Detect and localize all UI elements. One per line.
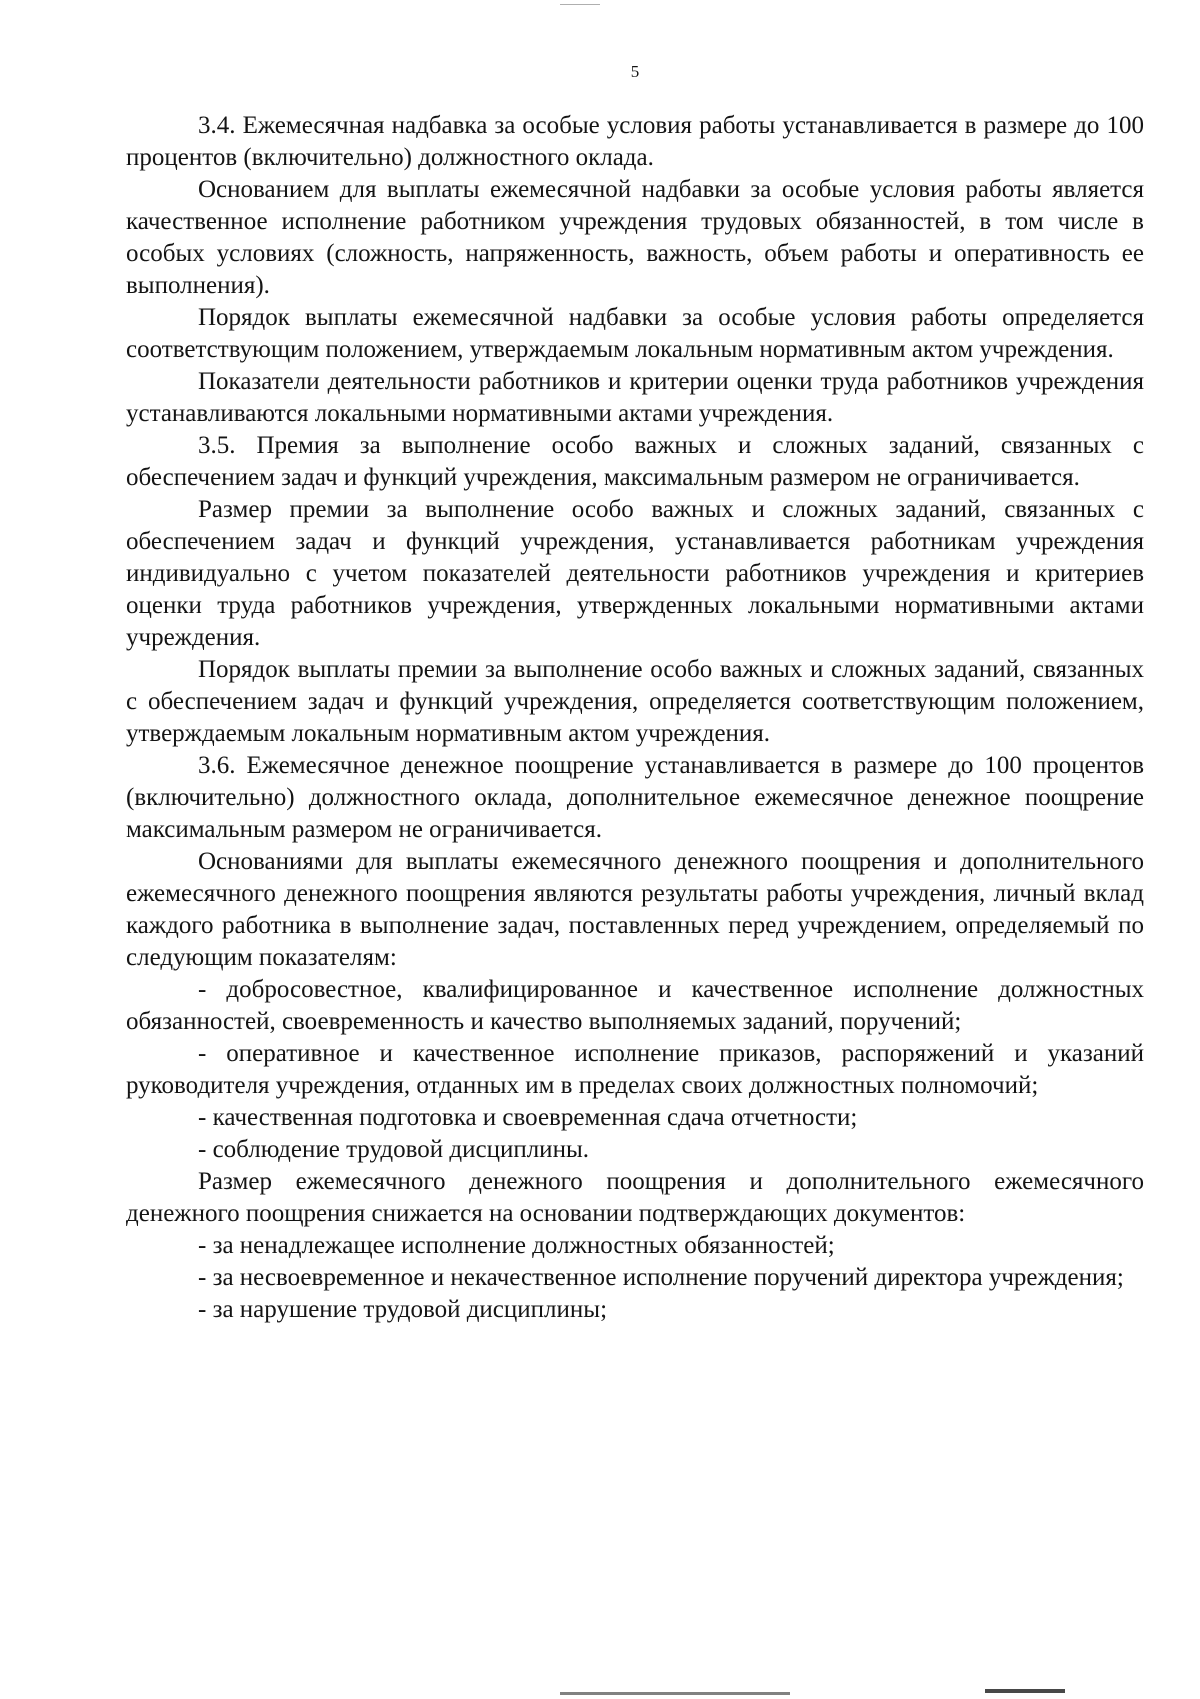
paragraph-3-5-header: 3.5. Премия за выполнение особо важных и сложных заданий, связанных с обеспечением задач и функций учреждения, максимальным размером не ограничивается. <box>126 432 1144 491</box>
list-item-untimely-execution: - за несвоевременное и некачественное исполнение поручений директора учреждения; <box>198 1264 1124 1291</box>
page-number: 5 <box>630 62 640 81</box>
list-item-labor-discipline: - соблюдение трудовой дисциплины. <box>198 1136 589 1163</box>
scan-artifact-top <box>560 4 600 5</box>
list-item-prompt-execution: - оперативное и качественное исполнение приказов, распоряжений и указаний руководителя учреждения, отданных им в пределах своих должностных полномочий; <box>126 1040 1144 1099</box>
document-body <box>126 110 1144 1326</box>
paragraph-bonus-procedure: Порядок выплаты премии за выполнение особо важных и сложных заданий, связанных с обеспечением задач и функций учреждения, определяется соответствующим положением, утверждаемым локальным нормативным актом учреждения. <box>126 656 1144 747</box>
list-item-reporting: - качественная подготовка и своевременная сдача отчетности; <box>198 1104 858 1131</box>
list-item-discipline-violation: - за нарушение трудовой дисциплины; <box>198 1296 608 1323</box>
paragraph-incentive-basis: Основаниями для выплаты ежемесячного денежного поощрения и дополнительного ежемесячного денежного поощрения являются результаты работы учреждения, личный вклад каждого работника в выполнение задач, поставленных перед учреждением, определяемый по следующим показателям: <box>126 848 1144 971</box>
scan-artifact-bottom-right <box>985 1689 1065 1693</box>
paragraph-incentive-reduction: Размер ежемесячного денежного поощрения и дополнительного ежемесячного денежного поощрения снижается на основании подтверждающих документов: <box>126 1168 1144 1227</box>
paragraph-bonus-size: Размер премии за выполнение особо важных и сложных заданий, связанных с обеспечением задач и функций учреждения, устанавливается работникам учреждения индивидуально с учетом показателей деятельности работников учреждения и критериев оценки труда работников учреждения, утвержденных локальными нормативными актами учреждения. <box>126 496 1144 651</box>
paragraph-procedure-special-conditions: Порядок выплаты ежемесячной надбавки за особые условия работы определяется соответствующим положением, утверждаемым локальным нормативным актом учреждения. <box>126 304 1144 363</box>
scan-artifact-bottom-left <box>560 1692 790 1695</box>
paragraph-basis-special-conditions: Основанием для выплаты ежемесячной надбавки за особые условия работы является качественное исполнение работником учреждения трудовых обязанностей, в том числе в особых условиях (сложность, напряженность, важность, объем работы и оперативность ее выполнения). <box>126 176 1144 299</box>
paragraph-3-6-header: 3.6. Ежемесячное денежное поощрение устанавливается в размере до 100 процентов (включительно) должностного оклада, дополнительное ежемесячное денежное поощрение максимальным размером не ограничивается. <box>126 752 1144 843</box>
list-item-improper-performance: - за ненадлежащее исполнение должностных обязанностей; <box>198 1232 835 1259</box>
list-item-conscientious-performance: - добросовестное, квалифицированное и качественное исполнение должностных обязанностей, своевременность и качество выполняемых заданий, поручений; <box>126 976 1144 1035</box>
paragraph-3-4-header: 3.4. Ежемесячная надбавка за особые условия работы устанавливается в размере до 100 процентов (включительно) должностного оклада. <box>126 112 1144 171</box>
paragraph-performance-indicators: Показатели деятельности работников и критерии оценки труда работников учреждения устанавливаются локальными нормативными актами учреждения. <box>126 368 1144 427</box>
